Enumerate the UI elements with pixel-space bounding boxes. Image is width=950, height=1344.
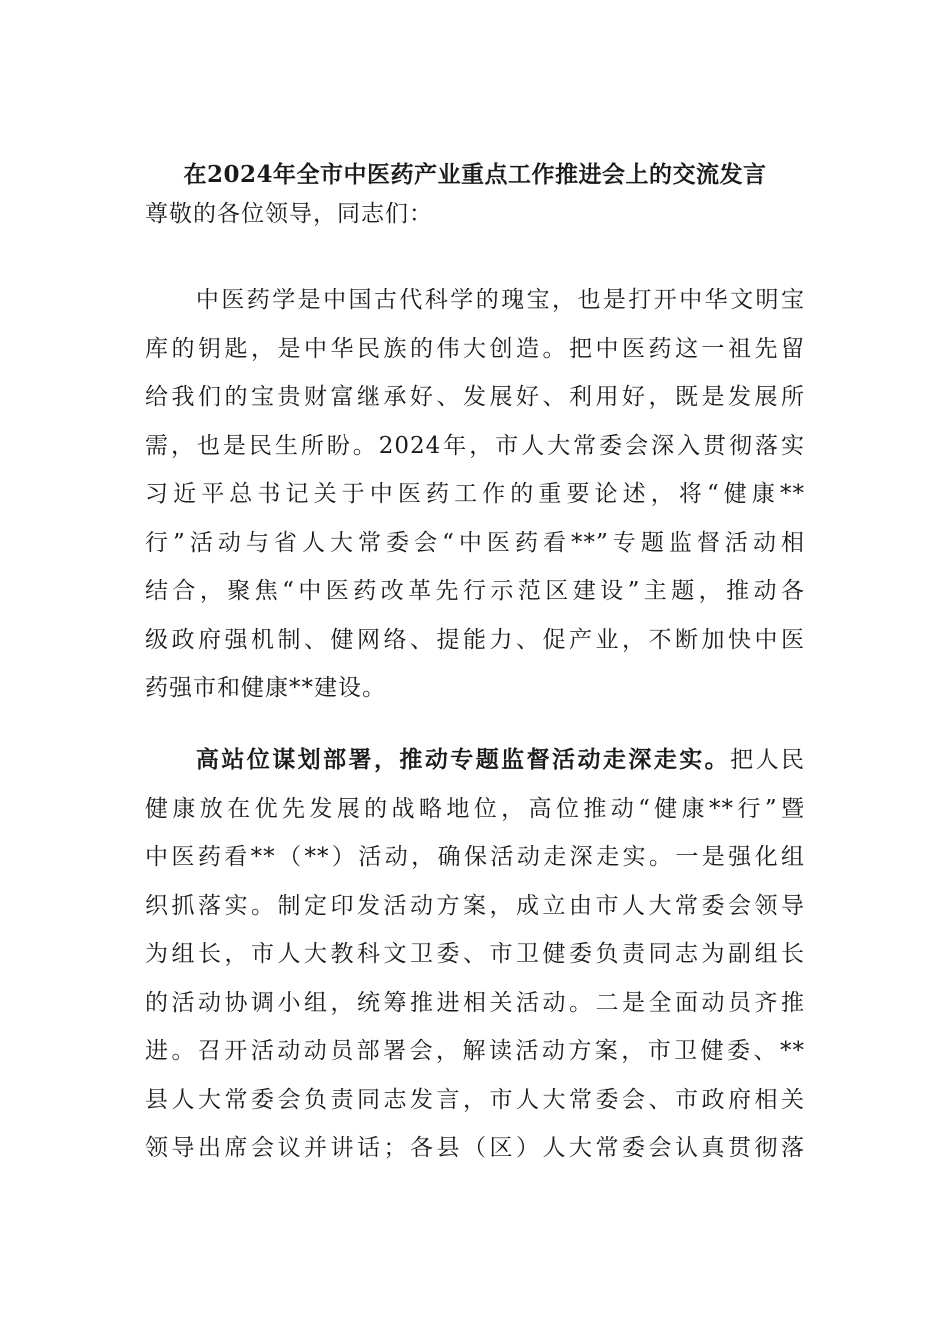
document-title: 在2024年全市中医药产业重点工作推进会上的交流发言	[183, 161, 767, 188]
paragraph-section-1	[145, 736, 805, 1173]
paragraph-line: 习近平总书记关于中医药工作的重要论述，将“健康**	[145, 481, 805, 507]
paragraph-line: 级政府强机制、健网络、提能力、促产业，不断加快中医	[145, 626, 805, 653]
paragraph-line: 织抓落实。制定印发活动方案，成立由市人大常委会领导	[145, 892, 805, 919]
salutation: 尊敬的各位领导，同志们：	[145, 201, 433, 227]
paragraph-text: 把人民	[730, 747, 806, 773]
paragraph-intro	[145, 276, 805, 713]
paragraph-line: 给我们的宝贵财富继承好、发展好、利用好，既是发展所	[145, 384, 805, 410]
paragraph-line: 需，也是民生所盼。2024年，市人大常委会深入贯彻落实	[145, 432, 805, 459]
section-heading: 高站位谋划部署，推动专题监督活动走深走实。	[145, 746, 731, 773]
paragraph-line: 中医药学是中国古代科学的瑰宝，也是打开中华文明宝	[145, 287, 805, 313]
paragraph-line: 药强市和健康**建设。	[145, 675, 386, 701]
paragraph-line: 中医药看**（**）活动，确保活动走深走实。一是强化组	[145, 844, 805, 870]
paragraph-line: 健康放在优先发展的战略地位，高位推动“健康**行”暨	[145, 795, 805, 822]
paragraph-line: 进。召开活动动员部署会，解读活动方案，市卫健委、**	[145, 1038, 805, 1064]
paragraph-line: 行”活动与省人大常委会“中医药看**”专题监督活动相	[145, 529, 805, 556]
paragraph-line: 为组长，市人大教科文卫委、市卫健委负责同志为副组长	[145, 941, 805, 967]
paragraph-first-line	[145, 736, 805, 785]
paragraph-line: 库的钥匙，是中华民族的伟大创造。把中医药这一祖先留	[145, 335, 805, 362]
paragraph-line: 领导出席会议并讲话；各县（区）人大常委会认真贯彻落	[145, 1135, 805, 1161]
paragraph-line: 结合，聚焦“中医药改革先行示范区建设”主题，推动各	[145, 578, 805, 604]
paragraph-line: 的活动协调小组，统筹推进相关活动。二是全面动员齐推	[145, 989, 805, 1016]
paragraph-line: 县人大常委会负责同志发言，市人大常委会、市政府相关	[145, 1086, 805, 1113]
